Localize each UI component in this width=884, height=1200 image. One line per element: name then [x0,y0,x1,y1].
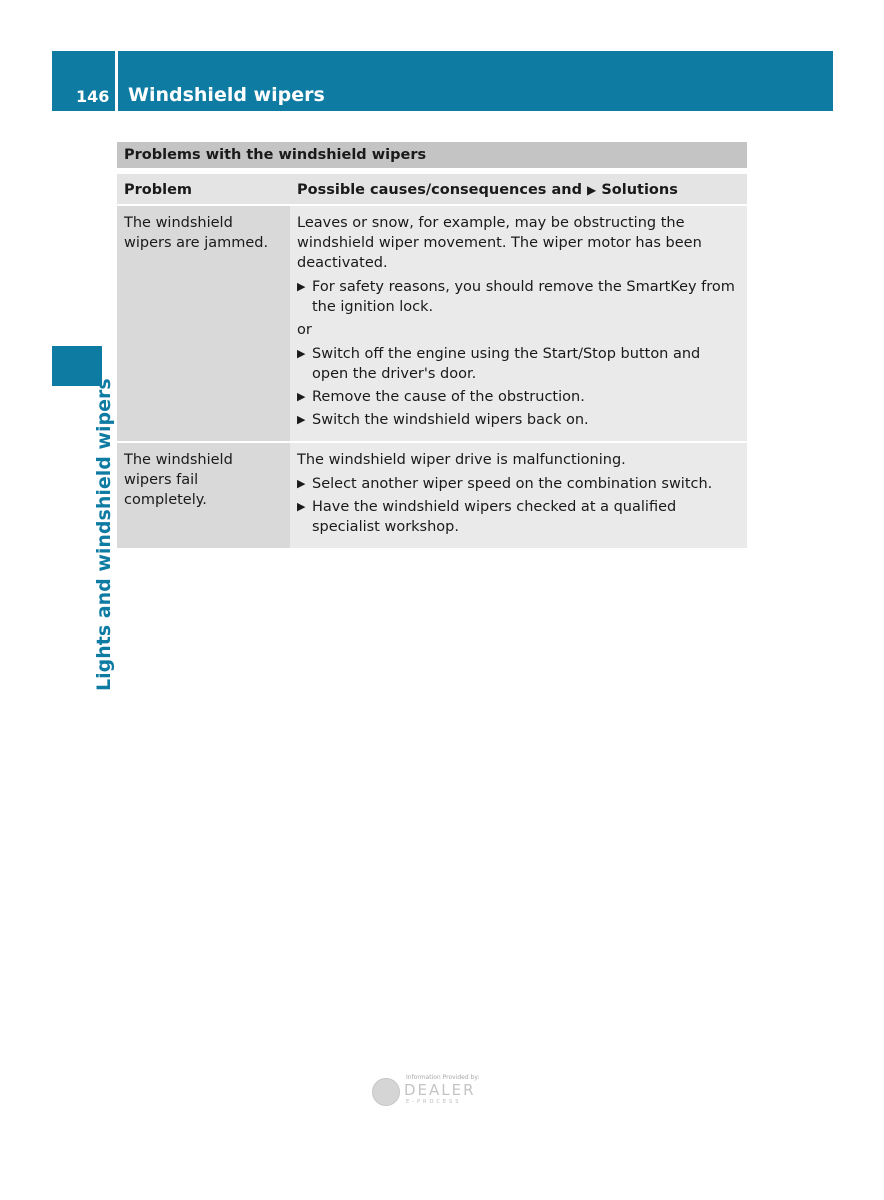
column-header-solutions-suffix: Solutions [601,182,678,198]
problems-table [117,142,747,548]
solution-step [297,497,741,537]
triangle-right-icon: ▶ [297,500,306,513]
watermark-logo-icon [372,1078,400,1106]
or-text: or [297,322,312,338]
watermark-small-text: Information Provided by: [406,1074,480,1081]
solution-step-text: Remove the cause of the obstruction. [312,389,585,405]
column-header-solutions-text: Possible causes/consequences and [297,182,582,198]
column-header-problem: Problem [117,174,290,206]
problem-cell [117,206,290,441]
triangle-right-icon: ▶ [297,347,306,360]
problem-text: The windshield wipers fail completely. [124,452,233,508]
table-grid [117,174,747,548]
page-number: 146 [76,87,110,106]
page-title: Windshield wipers [128,84,325,106]
watermark-brand-text: DEALER [404,1081,476,1099]
solution-step-text: Have the windshield wipers checked at a qualified specialist workshop. [312,499,677,535]
triangle-right-icon: ▶ [297,413,306,426]
solution-step-text: Switch the windshield wipers back on. [312,412,589,428]
triangle-right-icon: ▶ [297,477,306,490]
solution-step-text: For safety reasons, you should remove the SmartKey from the ignition lock. [312,279,735,315]
watermark-tagline-text: E-PROCESS [406,1099,462,1105]
dealer-watermark [372,1072,504,1112]
solution-step-text: Select another wiper speed on the combination switch. [312,476,713,492]
header-divider [115,51,118,111]
solution-step [297,410,741,430]
problem-cell [117,441,290,548]
solution-step [297,344,741,384]
triangle-right-icon: ▶ [587,183,597,197]
chapter-side-label: Lights and windshield wipers [93,378,115,691]
column-header-solutions [290,174,747,206]
solution-step [297,277,741,317]
solution-cell [290,441,747,548]
solution-cell [290,206,747,441]
problem-text: The windshield wipers are jammed. [124,215,269,251]
table-title: Problems with the windshield wipers [117,142,747,168]
triangle-right-icon: ▶ [297,390,306,403]
solution-step [297,387,741,407]
triangle-right-icon: ▶ [297,280,306,293]
cause-text: The windshield wiper drive is malfunctioning. [297,452,626,468]
solution-step-text: Switch off the engine using the Start/Stop button and open the driver's door. [312,346,701,382]
solution-step [297,474,741,494]
cause-text: Leaves or snow, for example, may be obstructing the windshield wiper movement. The wiper motor has been deactivated. [297,215,702,271]
